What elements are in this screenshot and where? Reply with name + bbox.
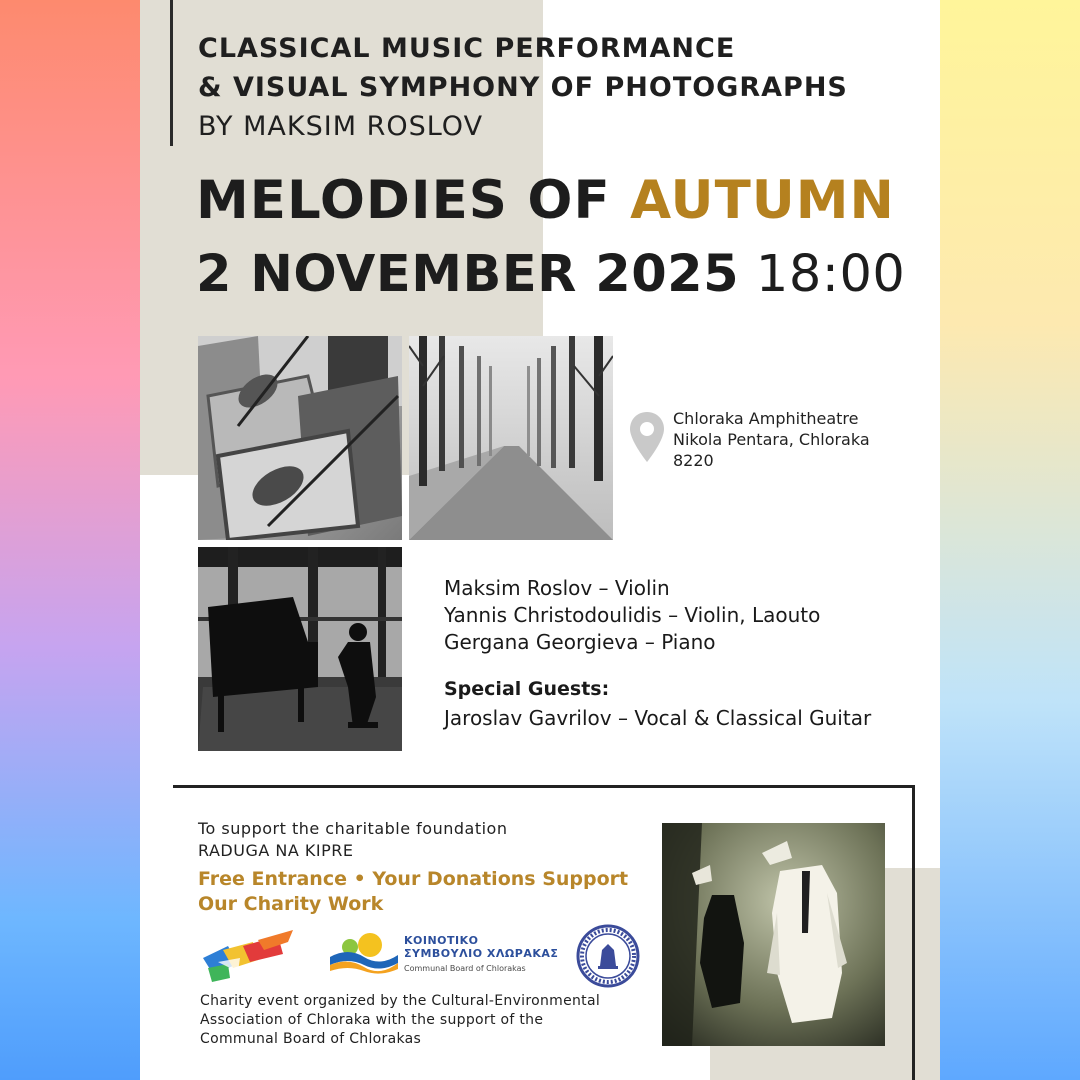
pianist-photo: [198, 547, 402, 751]
venue-street: Nikola Pentara, Chloraka: [673, 430, 870, 449]
venue-postcode: 8220: [673, 451, 714, 470]
performer-item: Maksim Roslov – Violin: [444, 576, 670, 600]
performer-item: Gergana Georgieva – Piano: [444, 630, 716, 654]
charity-foundation-name: RADUGA NA KIPRE: [198, 841, 354, 860]
special-guests-text: Jaroslav Gavrilov – Vocal & Classical Guitar: [444, 706, 872, 730]
special-guests-heading: Special Guests:: [444, 678, 610, 700]
violin-chairs-photo: [198, 336, 402, 540]
event-time: 18:00: [755, 245, 906, 304]
board-logo-line1: ΚΟΙΝΟΤΙΚΟ: [404, 934, 479, 947]
venue-name: Chloraka Amphitheatre: [673, 409, 859, 428]
frame-line-top: [173, 785, 915, 788]
event-date: [196, 245, 905, 304]
organizer-line: Charity event organized by the Cultural-Environmental: [200, 993, 601, 1009]
event-title-accent: AUTUMN: [630, 170, 895, 231]
event-title: [196, 170, 895, 231]
header-accent-line: [170, 0, 173, 146]
event-title-part1: MELODIES OF: [196, 170, 631, 231]
organizer-note: [200, 992, 600, 1049]
free-entrance-text: [198, 867, 628, 917]
association-seal-logo: [576, 924, 640, 988]
performers-list: [444, 575, 820, 656]
background-gradient-right: [940, 0, 1080, 1080]
organizer-line: Communal Board of Chlorakas: [200, 1031, 422, 1047]
location-pin-icon: [628, 410, 666, 464]
subtitle-line-3: BY MAKSIM ROSLOV: [198, 111, 484, 142]
board-logo-sub: Communal Board of Chlorakas: [404, 964, 526, 973]
organizer-line: Association of Chloraka with the support of the: [200, 1012, 544, 1028]
frame-line-right: [912, 785, 915, 1080]
charity-support-text: [198, 818, 507, 862]
charity-line: To support the charitable foundation: [198, 819, 508, 838]
communal-board-logo: [328, 929, 400, 975]
tree-alley-photo: [409, 336, 613, 540]
event-day: 2 NOVEMBER 2025: [196, 245, 740, 304]
free-entrance-line-2: Our Charity Work: [198, 893, 384, 915]
performer-item: Yannis Christodoulidis – Violin, Laouto: [444, 603, 821, 627]
venue-address: [673, 408, 870, 471]
free-entrance-line-1: Free Entrance • Your Donations Support: [198, 868, 629, 890]
board-logo-line2: ΣΥΜΒΟΥΛΙΟ ΧΛΩΡΑΚΑΣ: [404, 947, 559, 960]
subtitle-line-2: & VISUAL SYMPHONY OF PHOTOGRAPHS: [198, 72, 848, 103]
subtitle-line-1: CLASSICAL MUSIC PERFORMANCE: [198, 33, 736, 64]
coats-on-wall-photo: [662, 823, 885, 1046]
charity-hands-logo: [198, 928, 298, 984]
communal-board-logo-text: [404, 934, 558, 975]
event-poster: [140, 0, 940, 1080]
